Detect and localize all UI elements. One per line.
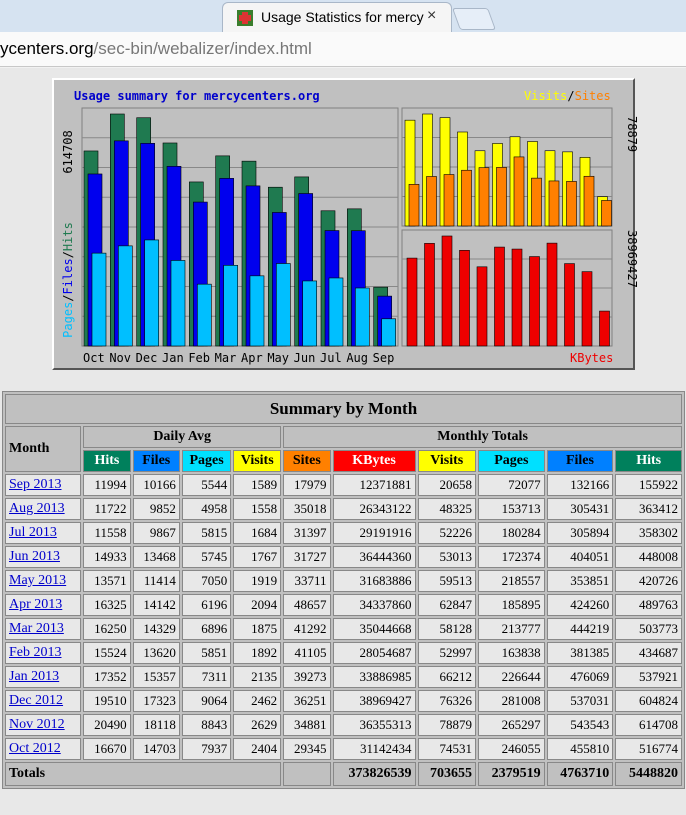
pages-bar (171, 260, 185, 346)
monthly-pages-cell: 218557 (478, 570, 545, 592)
month-tick-label: Mar (214, 351, 237, 365)
kbytes-bar (460, 250, 470, 346)
daily-pages-cell: 7050 (182, 570, 231, 592)
daily-visits-cell: 2135 (233, 666, 281, 688)
month-tick-label: Jul (320, 351, 342, 365)
close-tab-icon[interactable]: × (427, 7, 437, 24)
column-header-row (5, 450, 682, 472)
daily-pages-cell: 5851 (182, 642, 231, 664)
totals-visits: 703655 (418, 762, 476, 786)
monthly-hits-cell: 516774 (615, 738, 682, 760)
daily-col-hits: Hits (83, 450, 130, 472)
monthly-sites-cell: 41105 (283, 642, 330, 664)
monthly-sites-cell: 33711 (283, 570, 330, 592)
monthly-col-files: Files (547, 450, 614, 472)
pages-bar (118, 246, 132, 346)
monthly-files-cell: 305894 (547, 522, 614, 544)
favicon-icon (237, 10, 253, 26)
right-top-max-label: 78879 (625, 116, 639, 153)
monthly-sites-cell: 17979 (283, 474, 330, 496)
month-cell (5, 738, 81, 760)
graph-title: Usage summary for mercycenters.org (74, 89, 320, 103)
daily-pages-cell: 6196 (182, 594, 231, 616)
kbytes-bar (565, 264, 575, 346)
address-bar[interactable] (0, 32, 686, 67)
daily-col-visits: Visits (233, 450, 281, 472)
daily-pages-cell: 4958 (182, 498, 231, 520)
axis-label-sep: / (61, 294, 75, 302)
pages-bar (250, 276, 264, 346)
kbytes-bar (495, 247, 505, 346)
kbytes-bar (477, 267, 487, 346)
daily-hits-cell: 16325 (83, 594, 130, 616)
browser-tab[interactable] (222, 2, 452, 32)
monthly-files-cell: 424260 (547, 594, 614, 616)
summary-title: Summary by Month (5, 394, 682, 424)
daily-visits-cell: 1919 (233, 570, 281, 592)
pages-bar (92, 253, 106, 346)
totals-label: Totals (5, 762, 281, 786)
monthly-pages-cell: 226644 (478, 666, 545, 688)
legend-visits: Visits (524, 89, 568, 103)
axis-label-pages: Pages (61, 301, 75, 338)
monthly-hits-cell: 614708 (615, 714, 682, 736)
right-bottom-max-label: 38969427 (625, 230, 639, 288)
monthly-hits-cell: 358302 (615, 522, 682, 544)
daily-visits-cell: 2094 (233, 594, 281, 616)
monthly-sites-cell: 41292 (283, 618, 330, 640)
monthly-hits-cell: 503773 (615, 618, 682, 640)
sites-bar (409, 184, 419, 226)
summary-table-wrap (2, 391, 685, 789)
daily-files-cell: 17323 (133, 690, 180, 712)
monthly-totals-header: Monthly Totals (283, 426, 682, 448)
monthly-visits-cell: 53013 (418, 546, 476, 568)
monthly-col-sites: Sites (283, 450, 330, 472)
monthly-files-cell: 381385 (547, 642, 614, 664)
daily-hits-cell: 15524 (83, 642, 130, 664)
daily-hits-cell: 16250 (83, 618, 130, 640)
daily-visits-cell: 1767 (233, 546, 281, 568)
monthly-kbytes-cell: 35044668 (333, 618, 416, 640)
sites-bar (479, 168, 489, 226)
month-link[interactable]: Feb 2013 (9, 645, 62, 660)
pages-bar (382, 319, 396, 346)
daily-hits-cell: 11558 (83, 522, 130, 544)
monthly-visits-cell: 58128 (418, 618, 476, 640)
daily-visits-cell: 1589 (233, 474, 281, 496)
url-host: ycenters.org (0, 39, 94, 58)
pages-bar (197, 284, 211, 346)
table-row (5, 522, 682, 544)
daily-files-cell: 10166 (133, 474, 180, 496)
monthly-hits-cell: 155922 (615, 474, 682, 496)
daily-files-cell: 9852 (133, 498, 180, 520)
month-tick-label: Feb (188, 351, 211, 365)
month-tick-label: Dec (135, 351, 158, 365)
monthly-visits-cell: 59513 (418, 570, 476, 592)
totals-sites (283, 762, 330, 786)
month-link[interactable]: Apr 2013 (9, 597, 63, 612)
monthly-sites-cell: 34881 (283, 714, 330, 736)
monthly-pages-cell: 72077 (478, 474, 545, 496)
left-axis-max-label: 614708 (61, 130, 75, 174)
daily-hits-cell: 13571 (83, 570, 130, 592)
monthly-visits-cell: 74531 (418, 738, 476, 760)
daily-files-cell: 13468 (133, 546, 180, 568)
month-header: Month (5, 426, 81, 472)
sites-bar (602, 200, 612, 226)
sites-bar (444, 175, 454, 226)
monthly-kbytes-cell: 26343122 (333, 498, 416, 520)
sites-bar (567, 181, 577, 226)
month-cell (5, 642, 81, 664)
monthly-visits-cell: 20658 (418, 474, 476, 496)
totals-kbytes: 373826539 (333, 762, 416, 786)
table-row (5, 690, 682, 712)
monthly-kbytes-cell: 36355313 (333, 714, 416, 736)
monthly-files-cell: 455810 (547, 738, 614, 760)
monthly-kbytes-cell: 28054687 (333, 642, 416, 664)
table-row (5, 642, 682, 664)
monthly-pages-cell: 185895 (478, 594, 545, 616)
daily-col-files: Files (133, 450, 180, 472)
daily-visits-cell: 2462 (233, 690, 281, 712)
monthly-col-hits: Hits (615, 450, 682, 472)
daily-col-pages: Pages (182, 450, 231, 472)
daily-files-cell: 14329 (133, 618, 180, 640)
month-cell (5, 618, 81, 640)
monthly-pages-cell: 180284 (478, 522, 545, 544)
month-tick-label: Sep (372, 351, 395, 365)
kbytes-bar (425, 243, 435, 346)
daily-visits-cell: 1684 (233, 522, 281, 544)
monthly-col-pages: Pages (478, 450, 545, 472)
month-link[interactable]: May 2013 (9, 573, 67, 588)
monthly-col-visits: Visits (418, 450, 476, 472)
month-tick-label: Oct (83, 351, 105, 365)
daily-hits-cell: 17352 (83, 666, 130, 688)
monthly-visits-cell: 48325 (418, 498, 476, 520)
tab-bar (0, 0, 686, 32)
monthly-col-kbytes: KBytes (333, 450, 416, 472)
axis-label-files: Files (61, 258, 75, 295)
month-cell (5, 666, 81, 688)
daily-pages-cell: 6896 (182, 618, 231, 640)
left-axis-label (61, 222, 75, 338)
sites-bar (549, 181, 559, 226)
monthly-hits-cell: 537921 (615, 666, 682, 688)
sites-bar (584, 176, 594, 226)
kbytes-bar (530, 257, 540, 346)
url-path: /sec-bin/webalizer/index.html (93, 39, 312, 58)
monthly-kbytes-cell: 29191916 (333, 522, 416, 544)
monthly-sites-cell: 29345 (283, 738, 330, 760)
monthly-files-cell: 353851 (547, 570, 614, 592)
pages-bar (224, 265, 238, 346)
legend-sites: Sites (574, 89, 611, 103)
kbytes-bar (547, 243, 557, 346)
totals-hits: 5448820 (615, 762, 682, 786)
month-cell (5, 498, 81, 520)
monthly-visits-cell: 52226 (418, 522, 476, 544)
month-link[interactable]: Jul 2013 (9, 525, 57, 540)
monthly-files-cell: 537031 (547, 690, 614, 712)
daily-files-cell: 15357 (133, 666, 180, 688)
kbytes-label: KBytes (570, 351, 614, 365)
monthly-pages-cell: 153713 (478, 498, 545, 520)
month-cell (5, 690, 81, 712)
daily-files-cell: 14703 (133, 738, 180, 760)
kbytes-bar (512, 249, 522, 346)
daily-visits-cell: 2404 (233, 738, 281, 760)
monthly-hits-cell: 448008 (615, 546, 682, 568)
monthly-pages-cell: 281008 (478, 690, 545, 712)
monthly-files-cell: 476069 (547, 666, 614, 688)
monthly-sites-cell: 35018 (283, 498, 330, 520)
daily-hits-cell: 11994 (83, 474, 130, 496)
monthly-kbytes-cell: 33886985 (333, 666, 416, 688)
monthly-pages-cell: 246055 (478, 738, 545, 760)
monthly-kbytes-cell: 36444360 (333, 546, 416, 568)
monthly-visits-cell: 78879 (418, 714, 476, 736)
daily-pages-cell: 5544 (182, 474, 231, 496)
kbytes-bar (582, 272, 592, 346)
monthly-sites-cell: 31727 (283, 546, 330, 568)
monthly-visits-cell: 76326 (418, 690, 476, 712)
daily-hits-cell: 14933 (83, 546, 130, 568)
month-tick-label: May (267, 351, 290, 365)
tab-title: Usage Statistics for mercy (261, 9, 424, 25)
month-link[interactable]: Jun 2013 (9, 549, 60, 564)
month-tick-label: Jan (162, 351, 184, 365)
sites-bar (497, 167, 507, 226)
summary-table (2, 391, 685, 789)
monthly-kbytes-cell: 34337860 (333, 594, 416, 616)
totals-files: 4763710 (547, 762, 614, 786)
table-row (5, 666, 682, 688)
month-cell (5, 594, 81, 616)
table-row (5, 618, 682, 640)
daily-visits-cell: 1892 (233, 642, 281, 664)
daily-avg-header: Daily Avg (83, 426, 281, 448)
monthly-files-cell: 543543 (547, 714, 614, 736)
month-cell (5, 546, 81, 568)
daily-visits-cell: 1875 (233, 618, 281, 640)
daily-hits-cell: 16670 (83, 738, 130, 760)
month-link[interactable]: Mar 2013 (9, 621, 64, 636)
monthly-visits-cell: 52997 (418, 642, 476, 664)
month-cell (5, 570, 81, 592)
daily-hits-cell: 11722 (83, 498, 130, 520)
monthly-files-cell: 404051 (547, 546, 614, 568)
table-row (5, 594, 682, 616)
month-tick-label: Apr (241, 351, 263, 365)
daily-files-cell: 11414 (133, 570, 180, 592)
month-link[interactable]: Oct 2012 (9, 741, 61, 756)
monthly-visits-cell: 66212 (418, 666, 476, 688)
url-text (0, 39, 312, 59)
monthly-kbytes-cell: 31142434 (333, 738, 416, 760)
monthly-hits-cell: 420726 (615, 570, 682, 592)
visits-sites-legend (524, 89, 611, 103)
table-row (5, 546, 682, 568)
daily-visits-cell: 1558 (233, 498, 281, 520)
month-tick-label: Nov (109, 351, 132, 365)
monthly-sites-cell: 36251 (283, 690, 330, 712)
monthly-pages-cell: 213777 (478, 618, 545, 640)
pages-bar (303, 281, 317, 346)
pages-bar (329, 278, 343, 346)
table-row (5, 714, 682, 736)
daily-hits-cell: 20490 (83, 714, 130, 736)
monthly-sites-cell: 48657 (283, 594, 330, 616)
table-row (5, 498, 682, 520)
daily-pages-cell: 5815 (182, 522, 231, 544)
sites-bar (532, 178, 542, 226)
month-link[interactable]: Jan 2013 (9, 669, 60, 684)
daily-pages-cell: 7937 (182, 738, 231, 760)
usage-graph (52, 78, 639, 370)
monthly-files-cell: 305431 (547, 498, 614, 520)
month-cell (5, 474, 81, 496)
month-link[interactable]: Dec 2012 (9, 693, 64, 708)
axis-label-sep: / (61, 251, 75, 259)
new-tab-button[interactable] (452, 8, 496, 30)
daily-pages-cell: 7311 (182, 666, 231, 688)
monthly-hits-cell: 434687 (615, 642, 682, 664)
monthly-files-cell: 132166 (547, 474, 614, 496)
daily-visits-cell: 2629 (233, 714, 281, 736)
legend-sep: / (567, 89, 575, 103)
pages-bar (145, 240, 159, 346)
month-cell (5, 522, 81, 544)
table-row (5, 738, 682, 760)
month-tick-label: Aug (346, 351, 369, 365)
daily-files-cell: 13620 (133, 642, 180, 664)
monthly-kbytes-cell: 31683886 (333, 570, 416, 592)
daily-pages-cell: 8843 (182, 714, 231, 736)
kbytes-bar (407, 258, 417, 346)
daily-files-cell: 18118 (133, 714, 180, 736)
daily-pages-cell: 5745 (182, 546, 231, 568)
table-row (5, 474, 682, 496)
monthly-visits-cell: 62847 (418, 594, 476, 616)
totals-pages: 2379519 (478, 762, 545, 786)
monthly-hits-cell: 604824 (615, 690, 682, 712)
monthly-sites-cell: 39273 (283, 666, 330, 688)
sites-bar (514, 157, 524, 226)
month-link[interactable]: Sep 2013 (9, 477, 62, 492)
monthly-hits-cell: 363412 (615, 498, 682, 520)
monthly-pages-cell: 265297 (478, 714, 545, 736)
kbytes-bar (442, 236, 452, 346)
pages-bar (355, 288, 369, 346)
totals-row (5, 762, 682, 786)
usage-graph-svg (54, 80, 639, 368)
monthly-pages-cell: 163838 (478, 642, 545, 664)
kbytes-bar (600, 311, 610, 346)
daily-files-cell: 14142 (133, 594, 180, 616)
month-link[interactable]: Aug 2013 (9, 501, 65, 516)
monthly-kbytes-cell: 12371881 (333, 474, 416, 496)
sites-bar (427, 176, 437, 226)
monthly-hits-cell: 489763 (615, 594, 682, 616)
monthly-kbytes-cell: 38969427 (333, 690, 416, 712)
pages-bar (276, 264, 290, 346)
daily-hits-cell: 19510 (83, 690, 130, 712)
sites-bar (462, 170, 472, 226)
monthly-pages-cell: 172374 (478, 546, 545, 568)
monthly-sites-cell: 31397 (283, 522, 330, 544)
table-row (5, 570, 682, 592)
daily-files-cell: 9867 (133, 522, 180, 544)
browser-chrome (0, 0, 686, 68)
axis-label-hits: Hits (61, 222, 75, 252)
daily-pages-cell: 9064 (182, 690, 231, 712)
monthly-files-cell: 444219 (547, 618, 614, 640)
month-link[interactable]: Nov 2012 (9, 717, 65, 732)
month-cell (5, 714, 81, 736)
month-tick-label: Jun (293, 351, 316, 365)
